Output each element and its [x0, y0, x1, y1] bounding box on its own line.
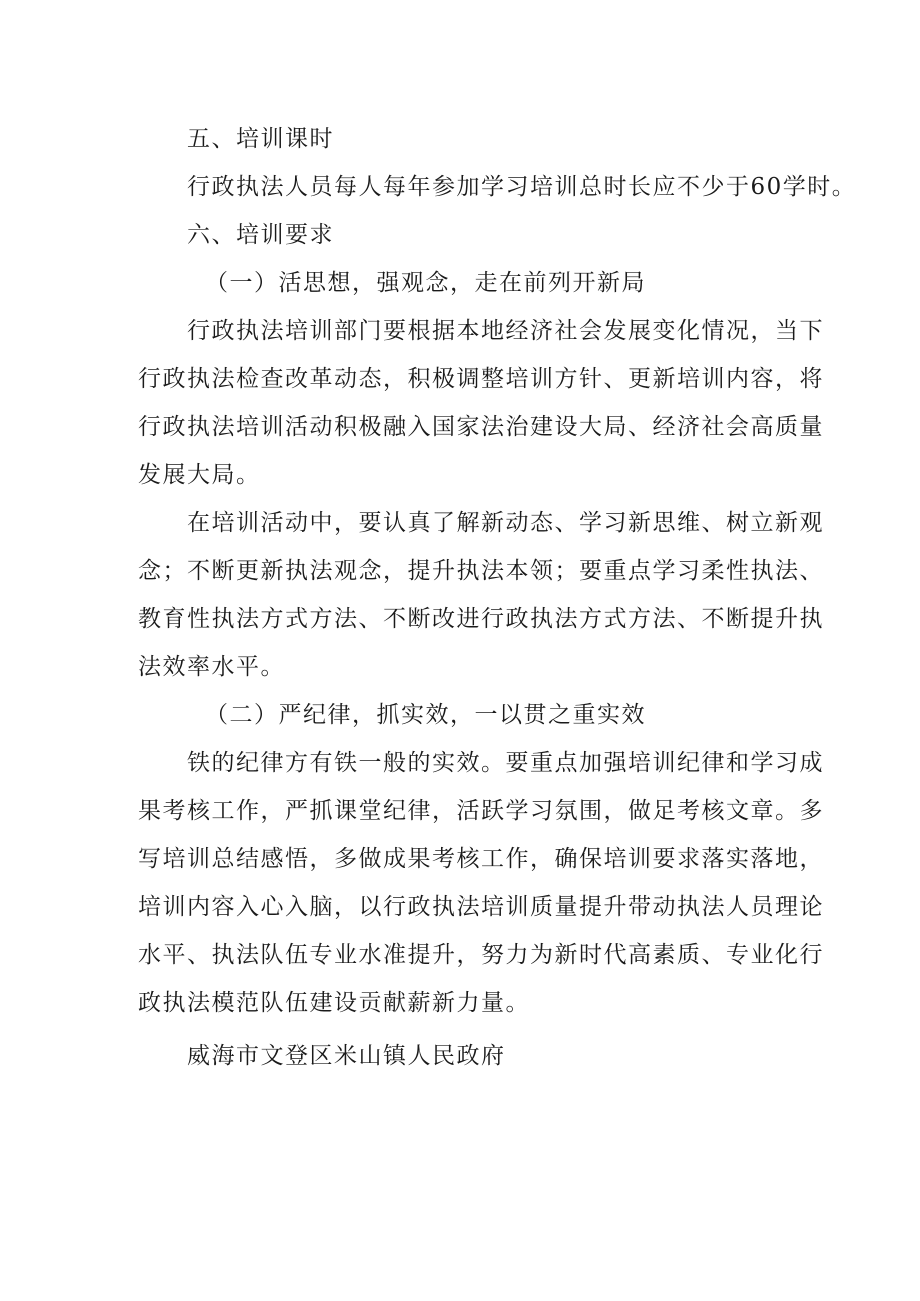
paragraph3-line: 果考核工作，严抓课堂纪律，活跃学习氛围，做足考核文章。多: [138, 798, 824, 824]
paragraph1-line: 行政执法培训活动积极融入国家法治建设大局、经济社会高质量: [138, 414, 824, 440]
paragraph3-line: 培训内容入心入脑，以行政执法培训质量提升带动执法人员理论: [138, 894, 824, 920]
paragraph2-line: 念；不断更新执法观念，提升执法本领；要重点学习柔性执法、: [138, 558, 824, 584]
paragraph1-line: 行政执法培训部门要根据本地经济社会发展变化情况，当下: [187, 318, 824, 344]
paragraph2-line: 法效率水平。: [138, 654, 285, 680]
paragraph3-line: 政执法模范队伍建设贡献薪新力量。: [138, 990, 530, 1016]
signature: 威海市文登区米山镇人民政府: [187, 1043, 506, 1069]
section6-heading: 六、培训要求: [187, 222, 334, 248]
paragraph1-line: 行政执法检查改革动态，积极调整培训方针、更新培训内容，将: [138, 366, 824, 392]
subsection2-heading: （二）严纪律，抓实效，一以贯之重实效: [205, 702, 646, 728]
paragraph2-line: 在培训活动中，要认真了解新动态、学习新思维、树立新观: [187, 510, 824, 536]
paragraph1-line: 发展大局。: [138, 462, 261, 488]
section5-body: 行政执法人员每人每年参加学习培训总时长应不少于60学时。: [187, 174, 857, 200]
subsection1-heading: （一）活思想，强观念，走在前列开新局: [205, 270, 646, 296]
paragraph3-line: 写培训总结感悟，多做成果考核工作，确保培训要求落实落地，: [138, 846, 824, 872]
paragraph2-line: 教育性执法方式方法、不断改进行政执法方式方法、不断提升执: [138, 606, 824, 632]
paragraph3-line: 水平、执法队伍专业水准提升，努力为新时代高素质、专业化行: [138, 942, 824, 968]
section5-heading: 五、培训课时: [187, 126, 334, 152]
paragraph3-line: 铁的纪律方有铁一般的实效。要重点加强培训纪律和学习成: [187, 750, 824, 776]
